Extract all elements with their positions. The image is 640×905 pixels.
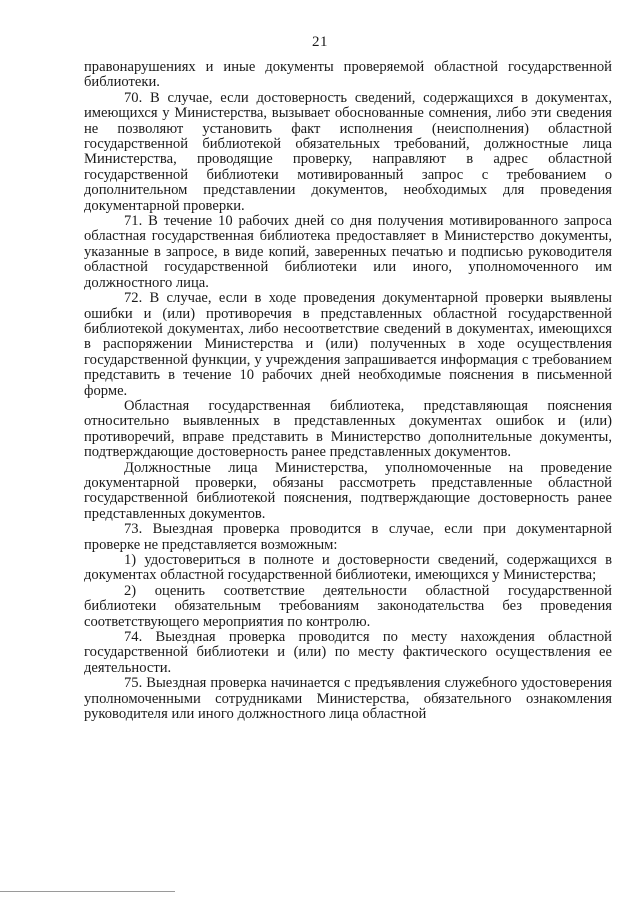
paragraph-73-item-2: 2) оценить соответствие деятельности областной государственной библиотеки обязательным требованиям законодательства без проведения соответствующего мероприятия по контролю.: [84, 582, 612, 630]
paragraph-72-officials-duty: Должностные лица Министерства, уполномоченные на проведение документарной проверки, обязаны рассмотреть представленные областной государственной библиотекой пояснения, подтверждающие достоверность ранее представленных документов.: [84, 459, 612, 522]
paragraph-70: 70. В случае, если достоверность сведений, содержащихся в документах, имеющихся у Министерства, вызывает обоснованные сомнения, либо эти сведения не позволяют установить факт исполнения (неисполнения) областной государственной библиотекой обязательных требований, должностные лица Министерства, проводящие проверку, направляют в адрес областной государственной библиотеки мотивированный запрос с требованием о дополнительном представлении документов, необходимых для проведения документарной проверки.: [84, 89, 612, 214]
paragraph-74: 74. Выездная проверка проводится по месту нахождения областной государственной библиотеки и (или) по месту фактического осуществления ее деятельности.: [84, 629, 612, 676]
paragraph-72: 72. В случае, если в ходе проведения документарной проверки выявлены ошибки и (или) противоречия в представленных областной государственной библиотекой документах, либо несоответствие сведений в документах, имеющихся в распоряжении Министерства и (или) полученных в ходе осуществления государственной функции, у учреждения запрашивается информация с требованием представить в течение 10 рабочих дней необходимые пояснения в письменной форме.: [84, 290, 612, 399]
paragraph-72-library-explanations: Областная государственная библиотека, представляющая пояснения относительно выявленных в представленных документах ошибок и (или) противоречий, вправе представить в Министерство дополнительные документы, подтверждающие достоверность ранее представленных документов.: [84, 397, 612, 461]
bottom-rule: [0, 891, 175, 892]
document-body: [84, 60, 612, 722]
paragraph-73: 73. Выездная проверка проводится в случае, если при документарной проверке не представляется возможным:: [84, 521, 612, 553]
paragraph-75: 75. Выездная проверка начинается с предъявления служебного удостоверения уполномоченными сотрудниками Министерства, обязательного ознакомления руководителя или иного должностного лица областной: [84, 675, 612, 723]
paragraph-73-item-1: 1) удостовериться в полноте и достоверности сведений, содержащихся в документах областной государственной библиотеки, имеющихся у Министерства;: [84, 552, 612, 584]
paragraph-continuation: правонарушениях и иные документы проверяемой областной государственной библиотеки.: [84, 59, 612, 91]
paragraph-71: 71. В течение 10 рабочих дней со дня получения мотивированного запроса областная государственная библиотека предоставляет в Министерство документы, указанные в запросе, в виде копий, заверенных печатью и подписью руководителя областной государственной библиотеки или иного, уполномоченного им должностного лица.: [84, 213, 612, 291]
page-number: 21: [312, 34, 328, 50]
